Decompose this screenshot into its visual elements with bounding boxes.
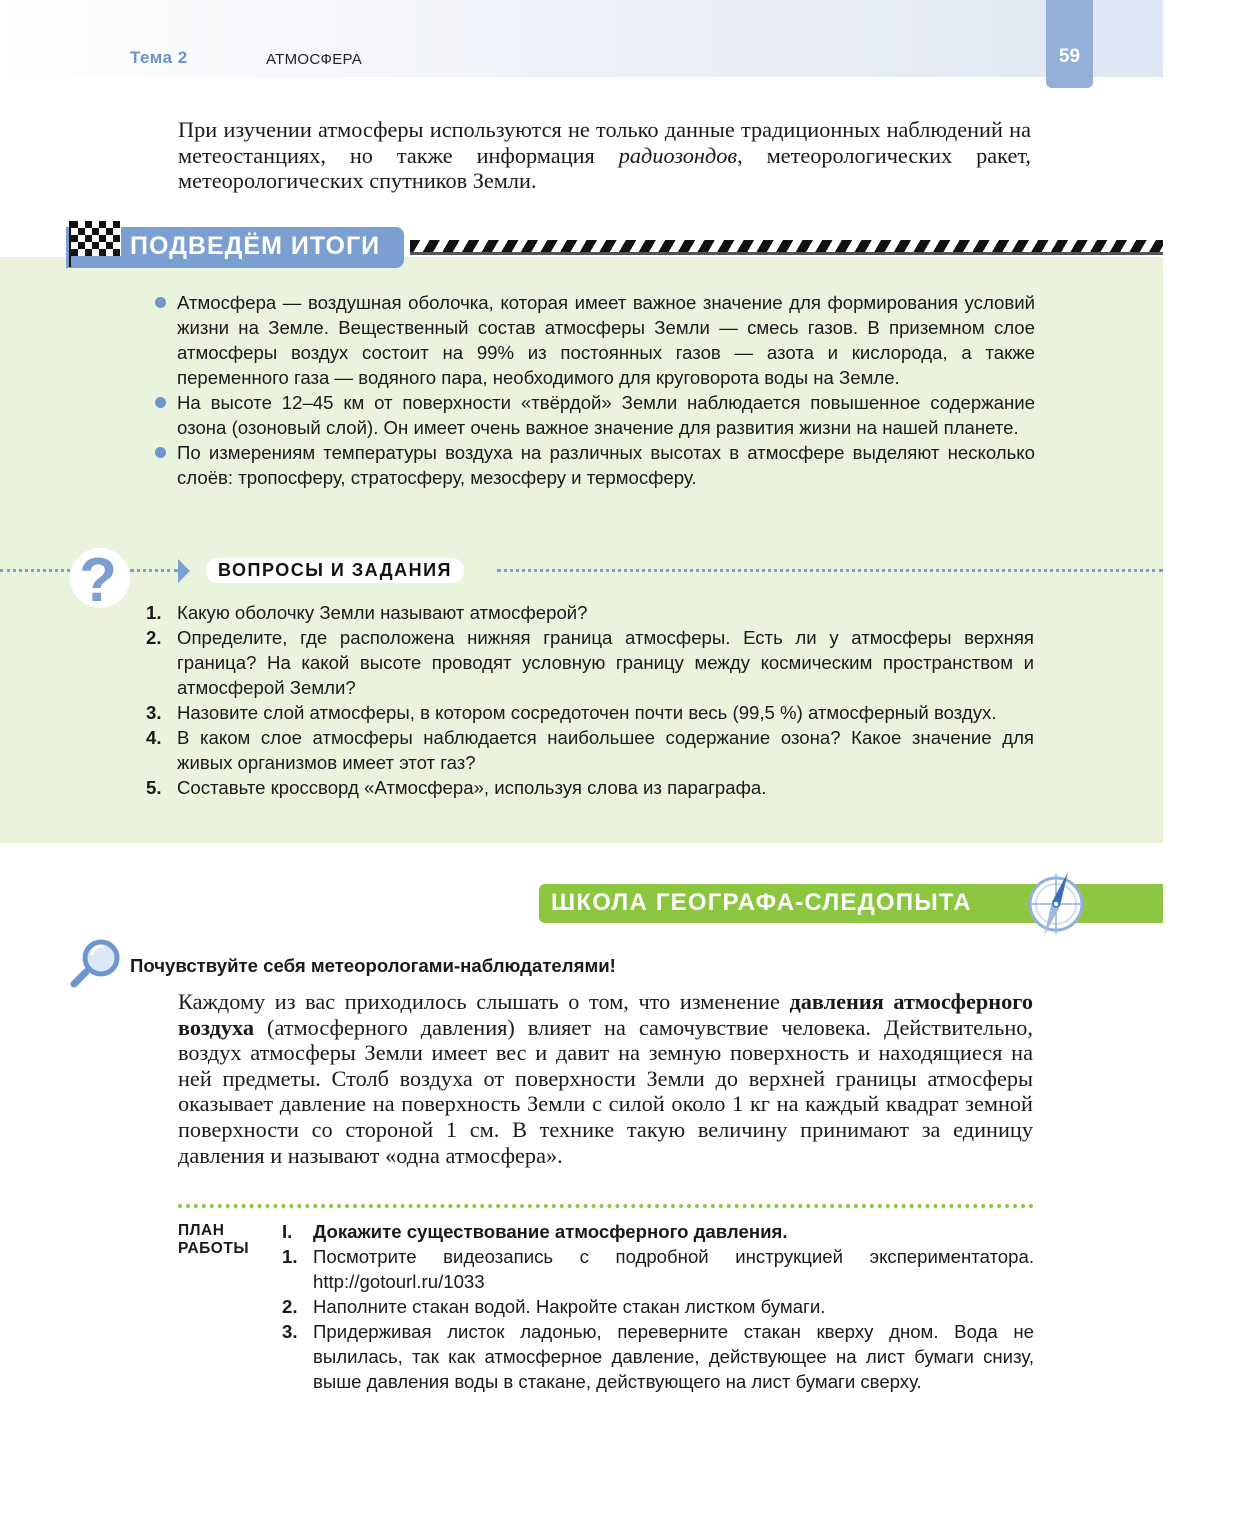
question-text: Какую оболочку Земли называют атмосферой? [177,602,588,623]
arrow-right-icon [178,559,190,583]
plan-step-text: Посмотрите видеозапись с подробной инструкцией экспериментатора. http://gotourl.ru/1033 [313,1246,1034,1292]
plan-step-number: 2. [282,1296,298,1317]
summary-item [155,290,1035,390]
plan-step-number: 1. [282,1246,298,1267]
question-item [146,725,1034,775]
question-item [146,700,1034,725]
question-number: 2. [146,627,162,648]
questions-title-box [206,558,464,583]
questions-dotted-line-right [497,569,1163,572]
summary-list [155,290,1035,490]
plan-label-line1: ПЛАН [178,1222,225,1239]
questions-dotted-line-mid [130,569,178,572]
plan-step-number: 3. [282,1321,298,1342]
topic-label: Тема 2 [130,48,188,67]
summary-dash-line [410,252,1163,255]
intro-paragraph [178,117,1031,194]
questions-list [146,600,1034,800]
questions-dotted-line-left [0,569,70,572]
compass-icon [1022,864,1094,942]
school-title: ШКОЛА ГЕОГРАФА-СЛЕДОПЫТА [551,889,972,916]
questions-title: ВОПРОСЫ И ЗАДАНИЯ [218,560,452,580]
intro-italic-term: радиозондов [618,142,738,168]
body-text-start: Каждому из вас приходилось слышать о том, что изменение [178,989,790,1014]
summary-item-text: На высоте 12–45 км от поверхности «твёрдой» Земли наблюдается повышенное содержание озона (озоновый слой). Он имеет очень важное значение для развития жизни на нашей планете. [177,392,1035,438]
summary-dash-stripe [410,240,1163,252]
intro-text-end: , метеорологических ракет, метеорологических спутников Земли. [178,142,1031,194]
plan-step [282,1319,1034,1394]
question-item [146,775,1034,800]
question-mark-icon [68,545,132,611]
plan-step-number: I. [282,1221,293,1242]
plan-step [282,1244,1034,1294]
svg-text:?: ? [79,546,117,611]
summary-item [155,390,1035,440]
page-number: 59 [1058,46,1081,67]
summary-item [155,440,1035,490]
question-text: Назовите слой атмосферы, в котором сосредоточен почти весь (99,5 %) атмосферный воздух. [177,702,997,723]
plan-step-text: Наполните стакан водой. Накройте стакан листком бумаги. [313,1296,826,1317]
question-text: В каком слое атмосферы наблюдается наибольшее содержание озона? Какое значение для живых организмов имеет этот газ? [177,727,1034,773]
plan-step-text: Придерживая листок ладонью, переверните стакан кверху дном. Вода не вылилась, так как атмосферное давление, действующее на лист бумаги снизу, выше давления воды в стакане, действующего на лист бумаги сверху. [313,1321,1034,1392]
plan-step-text: Докажите существование атмосферного давления. [313,1221,788,1242]
question-number: 5. [146,777,162,798]
bullet-icon [155,447,166,458]
checkered-flag-icon [69,221,121,269]
question-item [146,625,1034,700]
question-text: Составьте кроссворд «Атмосфера», используя слова из параграфа. [177,777,767,798]
bullet-icon [155,397,166,408]
page-tab [1046,0,1093,88]
magnifier-icon [70,938,124,990]
plan-step [282,1219,1034,1244]
question-item [146,600,1034,625]
summary-item-text: По измерениям температуры воздуха на различных высотах в атмосфере выделяют несколько слоёв: тропосферу, стратосферу, мезосферу и термосферу. [177,442,1035,488]
plan-label-line2: РАБОТЫ [178,1240,250,1257]
intro-text-start: При изучении атмосферы используются не только данные традиционных наблюдений на метеостанциях, но также информация [178,117,1031,168]
body-bold-term: давления атмосферного воздуха [178,989,1033,1040]
question-number: 1. [146,602,162,623]
question-number: 3. [146,702,162,723]
question-text: Определите, где расположена нижняя граница атмосферы. Есть ли у атмосферы верхняя граница? На какой высоте проводят условную границу между космическим пространством и атмосферой Земли? [177,627,1034,698]
plan-step [282,1294,1034,1319]
question-number: 4. [146,727,162,748]
summary-title: ПОДВЕДЁМ ИТОГИ [130,232,381,260]
subtask-heading: Почувствуйте себя метеорологами-наблюдателями! [130,955,616,976]
plan-steps-list [282,1219,1034,1394]
chapter-title: АТМОСФЕРА [266,51,363,68]
body-text-end: (атмосферного давления) влияет на самочувствие человека. Действительно, воздух атмосферы Земли имеет вес и давит на земную поверхность и находящиеся на ней предметы. Столб воздуха от поверхности Земли до верхней границы атмосферы оказывает давление на поверхность Земли с силой около 1 кг на каждый квадрат земной поверхности со стороной 1 см. В технике такую величину принимают за единицу давления и называют «одна атмосфера». [178,1014,1033,1168]
plan-dotted-divider [178,1204,1034,1208]
bullet-icon [155,297,166,308]
summary-item-text: Атмосфера — воздушная оболочка, которая имеет важное значение для формирования условий жизни на Земле. Вещественный состав атмосферы Земли — смесь газов. В приземном слое атмосферы воздух состоит на 99% из постоянных газов — азота и кислорода, а также переменного газа — водяного пара, необходимого для круговорота воды на Земле. [177,292,1035,388]
body-paragraph [178,989,1033,1168]
